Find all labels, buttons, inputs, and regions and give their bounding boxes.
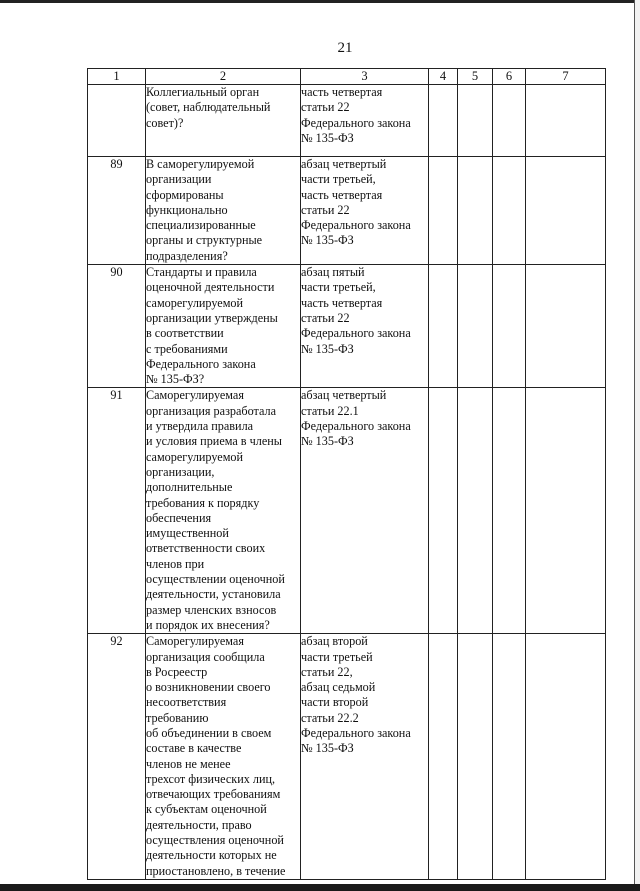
answer-cell-yes [429, 634, 458, 880]
question-cell: Саморегулируемая организация сообщила в Росреестр о возникновении своего несоответствия требованию об объединении в своем составе в качестве членов не менее трехсот физических лиц, отвечающих требованиям к субъектам оценочной деятельности, право осуществления оценочной деятельности которых не приостановлено, в течение [146, 634, 301, 880]
row-number: 91 [88, 388, 146, 634]
answer-cell-na [493, 634, 526, 880]
column-header: 5 [458, 69, 493, 85]
answer-cell-no [458, 157, 493, 265]
answer-cell-na [493, 85, 526, 157]
table-row [88, 85, 606, 157]
answer-cell-no [458, 85, 493, 157]
checklist-table [87, 68, 606, 880]
column-header: 4 [429, 69, 458, 85]
page-number: 21 [337, 40, 353, 56]
header-row [88, 69, 606, 85]
scan-edge-top [0, 0, 640, 3]
column-header: 3 [301, 69, 429, 85]
answer-cell-no [458, 265, 493, 388]
question-cell: В саморегулируемой организации сформированы функционально специализированные органы и структурные подразделения? [146, 157, 301, 265]
answer-cell-no [458, 634, 493, 880]
notes-cell [526, 157, 606, 265]
table-row [88, 157, 606, 265]
row-number: 90 [88, 265, 146, 388]
table-row [88, 388, 606, 634]
table-row [88, 634, 606, 880]
table-row [88, 265, 606, 388]
notes-cell [526, 388, 606, 634]
answer-cell-na [493, 388, 526, 634]
notes-cell [526, 85, 606, 157]
answer-cell-yes [429, 85, 458, 157]
question-cell: Саморегулируемая организация разработала и утвердила правила и условия приема в члены саморегулируемой организации, дополнительные требования к порядку обеспечения имущественной ответственности своих членов при осуществлении оценочной деятельности, установила размер членских взносов и порядок их внесения? [146, 388, 301, 634]
notes-cell [526, 265, 606, 388]
legal-reference-cell: часть четвертая статьи 22 Федерального закона № 135-ФЗ [301, 85, 429, 157]
scan-edge-right [634, 0, 640, 891]
answer-cell-no [458, 388, 493, 634]
answer-cell-yes [429, 388, 458, 634]
legal-reference-cell: абзац четвертый статьи 22.1 Федерального закона № 135-ФЗ [301, 388, 429, 634]
row-number: 92 [88, 634, 146, 880]
column-header: 6 [493, 69, 526, 85]
answer-cell-yes [429, 265, 458, 388]
question-cell: Коллегиальный орган (совет, наблюдательный совет)? [146, 85, 301, 157]
answer-cell-yes [429, 157, 458, 265]
row-number: 89 [88, 157, 146, 265]
answer-cell-na [493, 265, 526, 388]
column-header: 2 [146, 69, 301, 85]
notes-cell [526, 634, 606, 880]
question-cell: Стандарты и правила оценочной деятельности саморегулируемой организации утверждены в соответствии с требованиями Федерального закона № 135-ФЗ? [146, 265, 301, 388]
legal-reference-cell: абзац пятый части третьей, часть четвертая статьи 22 Федерального закона № 135-ФЗ [301, 265, 429, 388]
legal-reference-cell: абзац второй части третьей статьи 22, абзац седьмой части второй статьи 22.2 Федерального закона № 135-ФЗ [301, 634, 429, 880]
column-header: 7 [526, 69, 606, 85]
answer-cell-na [493, 157, 526, 265]
column-header: 1 [88, 69, 146, 85]
scan-edge-bottom [0, 884, 640, 891]
row-number [88, 85, 146, 157]
legal-reference-cell: абзац четвертый части третьей, часть четвертая статьи 22 Федерального закона № 135-ФЗ [301, 157, 429, 265]
